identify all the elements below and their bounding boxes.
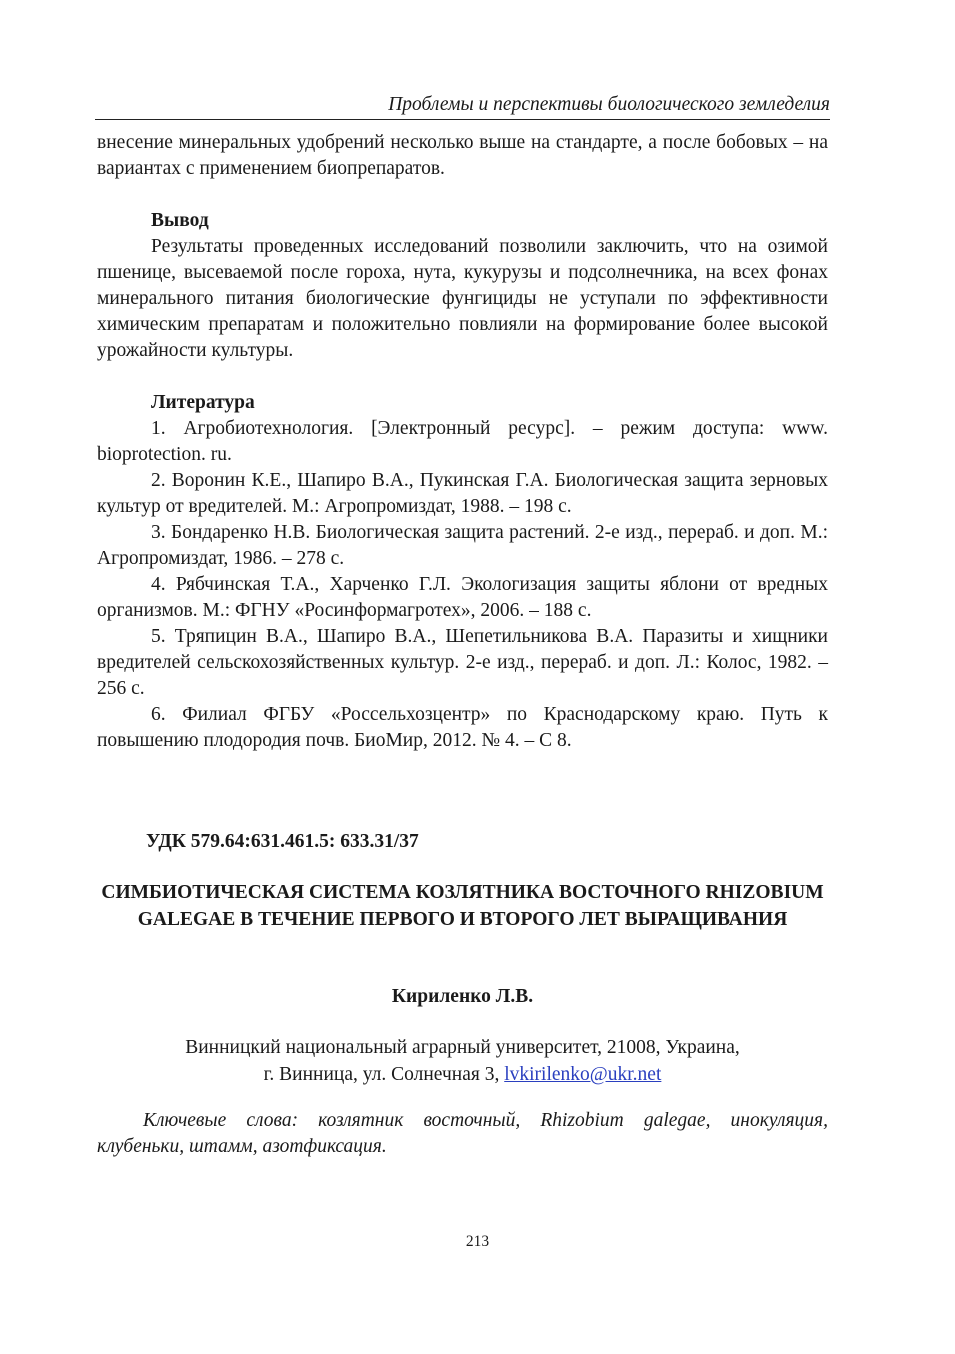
- affiliation-line-2: [97, 1061, 828, 1088]
- affiliation-address: г. Винница, ул. Солнечная 3,: [263, 1064, 500, 1085]
- reference-item: 1. Агробиотехнология. [Электронный ресурс]. – режим доступа: www. bioprotection. ru.: [97, 418, 828, 465]
- author-affiliation: [97, 1034, 828, 1088]
- reference-item: 3. Бондаренко Н.В. Биологическая защита растений. 2-е изд., перераб. и доп. М.: Агропромиздат, 1986. – 278 с.: [97, 522, 828, 569]
- conclusion-paragraph: Результаты проведенных исследований позволили заключить, что на озимой пшенице, высеваемой после гороха, нута, кукурузы и подсолнечника, на всех фонах минерального питания биологические фунгициды не уступали по эффективности химическим препаратам и положительно повлияли на формирование более высокой урожайности культуры.: [97, 236, 828, 361]
- running-header-title: Проблемы и перспективы биологического земледелия: [388, 94, 830, 115]
- page-number: 213: [465, 1233, 490, 1250]
- reference-item: 6. Филиал ФГБУ «Россельхозцентр» по Краснодарскому краю. Путь к повышению плодородия почв. БиоМир, 2012. № 4. – С 8.: [97, 704, 828, 751]
- running-header: [95, 93, 830, 120]
- conclusion-heading: Вывод: [151, 210, 209, 231]
- udk-code: УДК 579.64:631.461.5: 633.31/37: [146, 831, 419, 852]
- affiliation-line-1: Винницкий национальный аграрный университет, 21008, Украина,: [185, 1037, 740, 1058]
- email-link[interactable]: lvkirilenko@ukr.net: [504, 1064, 662, 1085]
- references-heading: Литература: [151, 392, 255, 413]
- reference-item: 5. Тряпицин В.А., Шапиро В.А., Шепетильникова В.А. Паразиты и хищники вредителей сельскохозяйственных культур. 2-е изд., перераб. и доп. Л.: Колос, 1982. – 256 с.: [97, 626, 828, 699]
- article-title: СИМБИОТИЧЕСКАЯ СИСТЕМА КОЗЛЯТНИКА ВОСТОЧНОГО RHIZOBIUM GALEGAE В ТЕЧЕНИЕ ПЕРВОГО И ВТОРОГО ЛЕТ ВЫРАЩИВАНИЯ: [101, 882, 824, 930]
- reference-item: 4. Рябчинская Т.А., Харченко Г.Л. Экологизация защиты яблони от вредных организмов. М.: ФГНУ «Росинформагротех», 2006. – 188 с.: [97, 574, 828, 621]
- article-author: Кириленко Л.В.: [391, 986, 534, 1007]
- reference-item: 2. Воронин К.Е., Шапиро В.А., Пукинская Г.А. Биологическая защита зерновых культур от вредителей. М.: Агропромиздат, 1988. – 198 с.: [97, 470, 828, 517]
- keywords: Ключевые слова: козлятник восточный, Rhizobium galegae, инокуляция, клубеньки, штамм, азотфиксация.: [97, 1110, 828, 1157]
- intro-paragraph: внесение минеральных удобрений несколько выше на стандарте, а после бобовых – на вариантах с применением биопрепаратов.: [97, 132, 828, 179]
